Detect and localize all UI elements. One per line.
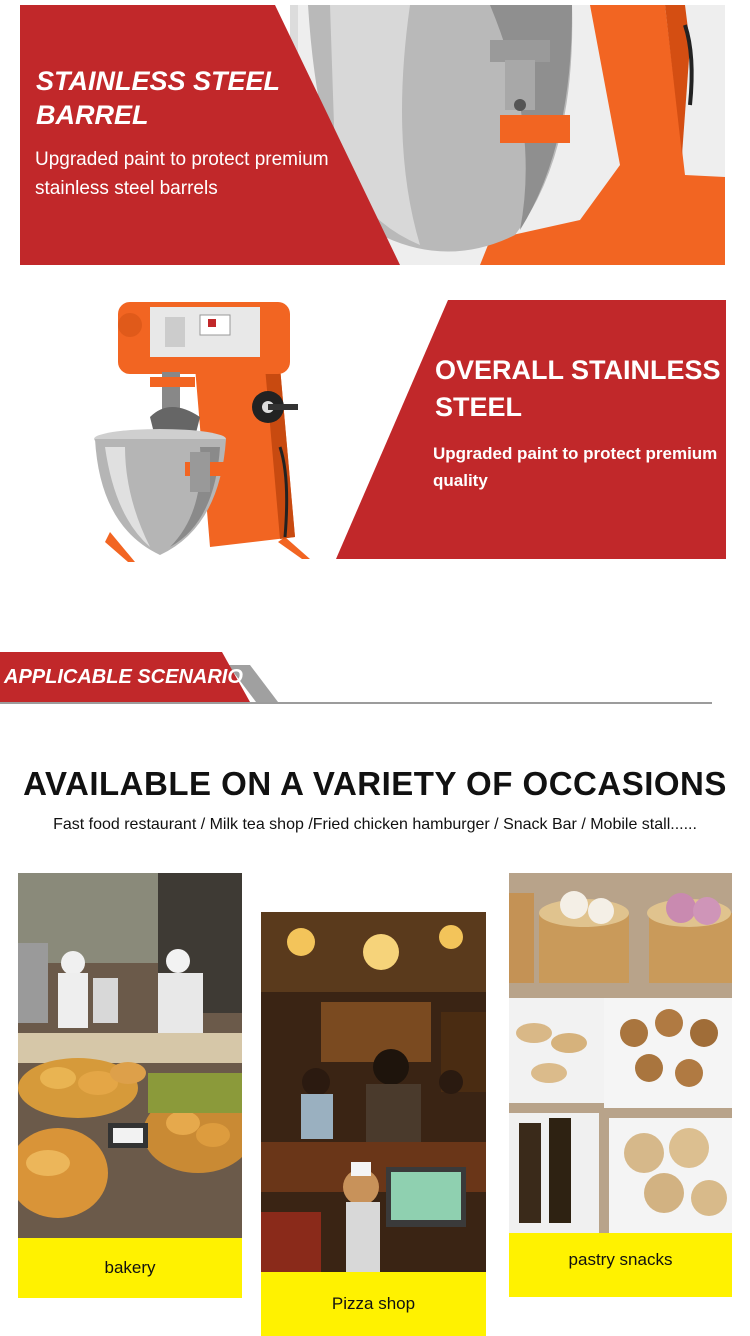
stainless-feature-title: OVERALL STAINLESS STEEL xyxy=(435,355,721,422)
bakery-card xyxy=(18,873,242,1298)
scenario-banner-label: APPLICABLE SCENARIO xyxy=(4,666,243,688)
stainless-feature-description: Upgraded paint to protect premium quality xyxy=(433,444,718,490)
pastry-snacks-card xyxy=(509,873,732,1297)
pastry-snacks-photo xyxy=(509,873,732,1233)
bakery-caption: bakery xyxy=(18,1238,242,1298)
pastry-snacks-caption: pastry snacks xyxy=(509,1233,732,1297)
occasions-subline: Fast food restaurant / Milk tea shop /Fried chicken hamburger / Snack Bar / Mobile stall...... xyxy=(53,816,697,833)
pizza-shop-caption: Pizza shop xyxy=(261,1272,486,1336)
barrel-feature-description: Upgraded paint to protect premium stainless steel barrels xyxy=(35,149,329,199)
barrel-feature-title: STAINLESS STEEL BARREL xyxy=(36,66,280,130)
bakery-photo xyxy=(18,873,242,1238)
pizza-shop-card xyxy=(261,912,486,1336)
mixer-product-photo xyxy=(90,297,320,562)
pizza-shop-photo xyxy=(261,912,486,1272)
stainless-feature-panel xyxy=(336,300,726,559)
banner-divider-line xyxy=(0,702,712,704)
occasions-heading: AVAILABLE ON A VARIETY OF OCCASIONS xyxy=(23,765,727,802)
